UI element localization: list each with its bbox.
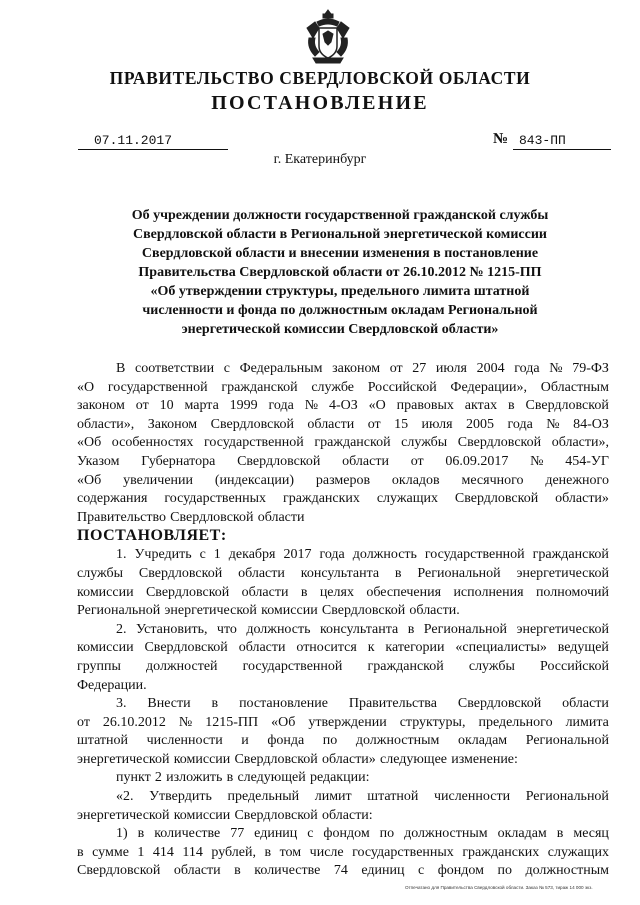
word: соответствии bbox=[134, 361, 215, 376]
body-line bbox=[77, 658, 609, 677]
word: относится bbox=[296, 640, 357, 656]
word: редакции: bbox=[309, 770, 370, 786]
word: области bbox=[238, 565, 285, 581]
word: 79-ФЗ bbox=[572, 361, 609, 376]
word: сумме bbox=[92, 844, 129, 860]
word: от bbox=[367, 416, 381, 432]
body-line bbox=[77, 434, 609, 453]
word: должностным bbox=[525, 863, 609, 879]
word: следующей bbox=[237, 770, 306, 786]
word: Указом bbox=[77, 453, 120, 469]
word: должностей bbox=[146, 658, 218, 674]
body-line bbox=[77, 751, 609, 770]
word: «Об bbox=[77, 472, 102, 488]
word: единиц bbox=[361, 863, 405, 879]
word: области bbox=[173, 863, 221, 879]
word: численности bbox=[433, 789, 511, 805]
word: от bbox=[77, 714, 90, 730]
word: должностным bbox=[404, 826, 488, 842]
word: денежного bbox=[545, 472, 609, 488]
word: Внести bbox=[147, 696, 191, 712]
word: гражданской bbox=[314, 435, 391, 451]
word: консультанта bbox=[319, 621, 399, 637]
word: должность bbox=[352, 547, 417, 563]
word: службы bbox=[77, 565, 124, 581]
word: консультанта bbox=[300, 565, 380, 581]
body-line bbox=[77, 677, 609, 696]
word: 74 bbox=[333, 863, 348, 879]
word: лимита bbox=[565, 714, 609, 730]
document-number: 843-ПП bbox=[513, 133, 611, 150]
word: «Об bbox=[77, 435, 102, 451]
word: 3. bbox=[116, 696, 127, 712]
word: 2 bbox=[154, 770, 162, 786]
word: года bbox=[507, 416, 533, 432]
coat-of-arms-emblem bbox=[303, 8, 353, 66]
word: Свердловской bbox=[234, 807, 318, 823]
body-line bbox=[77, 584, 609, 603]
word: области» bbox=[322, 751, 376, 767]
word: увеличении bbox=[123, 472, 194, 488]
word: 1) bbox=[116, 826, 128, 842]
word: В bbox=[116, 361, 126, 376]
word: энергетической bbox=[164, 603, 257, 619]
body-line bbox=[77, 509, 609, 528]
word: гражданской bbox=[221, 379, 298, 395]
word: в bbox=[264, 844, 272, 860]
word: 2. bbox=[116, 621, 127, 637]
word: области bbox=[241, 584, 289, 600]
word: службы bbox=[468, 658, 515, 674]
word: гражданских bbox=[282, 491, 360, 507]
word: гражданских bbox=[462, 844, 540, 860]
word: государственной bbox=[107, 379, 208, 395]
word: что bbox=[216, 621, 237, 637]
word: Федеральным bbox=[239, 361, 323, 376]
word: 77 bbox=[230, 826, 245, 842]
word: Региональной bbox=[525, 789, 609, 805]
word: области bbox=[562, 696, 609, 712]
word: службы bbox=[401, 435, 448, 451]
body-line bbox=[77, 379, 609, 398]
word: пункт bbox=[116, 770, 151, 786]
word: «О bbox=[77, 379, 95, 395]
word: 10 bbox=[159, 398, 174, 414]
word: гражданской bbox=[532, 547, 609, 563]
title-line: Свердловской области и внесении изменения в постановление bbox=[141, 246, 539, 261]
body-line bbox=[77, 416, 609, 435]
body-line bbox=[77, 397, 609, 416]
word: Свердловской bbox=[210, 416, 294, 432]
word: государственной bbox=[242, 658, 343, 674]
word: по bbox=[497, 863, 512, 879]
word: государственных bbox=[164, 491, 267, 507]
title-line: Правительства Свердловской области от 26.10.2012 № 1215-ПП bbox=[138, 265, 542, 280]
word: области bbox=[307, 416, 355, 432]
word: в bbox=[234, 863, 241, 879]
word: «Об bbox=[271, 714, 296, 730]
word: Свердловской bbox=[145, 584, 230, 600]
word: области bbox=[342, 453, 389, 469]
body-line bbox=[77, 788, 609, 807]
word: по bbox=[322, 733, 338, 749]
word: 114 bbox=[182, 844, 203, 860]
word: 1215-ПП bbox=[205, 714, 259, 730]
word: в bbox=[211, 696, 219, 712]
word: комиссии bbox=[77, 584, 134, 600]
word: рублей, bbox=[211, 844, 256, 860]
word: 454-УГ bbox=[565, 453, 609, 469]
word: комиссии bbox=[173, 807, 231, 823]
body-line bbox=[77, 714, 609, 733]
word: служащих bbox=[376, 491, 438, 507]
word: постановление bbox=[239, 696, 328, 712]
word: Российской bbox=[367, 379, 437, 395]
word: «специалисты» bbox=[455, 640, 547, 656]
word: области: bbox=[322, 807, 373, 823]
word: законом bbox=[332, 361, 381, 376]
word: полномочий bbox=[535, 584, 609, 600]
word: области bbox=[238, 640, 286, 656]
word: № bbox=[549, 361, 563, 376]
word: фондом bbox=[437, 863, 484, 879]
word: 4-ОЗ bbox=[328, 398, 358, 414]
word: 1. bbox=[116, 547, 127, 563]
document-type: ПОСТАНОВЛЕНИЕ bbox=[211, 92, 429, 114]
title-line: Свердловской области в Региональной энергетической комиссии bbox=[133, 227, 547, 242]
word: обеспечения bbox=[366, 584, 442, 600]
word: области», bbox=[551, 435, 609, 451]
body-line bbox=[77, 490, 609, 509]
word: от bbox=[410, 453, 424, 469]
resolution-heading: ПОСТАНОВЛЯЕТ: bbox=[77, 527, 227, 545]
body-line bbox=[77, 844, 609, 863]
word: законом bbox=[77, 398, 125, 414]
word: утверждении bbox=[308, 714, 387, 730]
word: правовых bbox=[396, 398, 454, 414]
word: года bbox=[514, 361, 540, 376]
word: Региональной bbox=[525, 733, 609, 749]
word: служащих bbox=[547, 844, 609, 860]
body-line bbox=[77, 453, 609, 472]
word: Свердловской bbox=[457, 696, 542, 712]
word: области bbox=[257, 509, 305, 525]
word: энергетической bbox=[516, 565, 609, 581]
print-footer: Отпечатано для Правительства Свердловской области. Заказ № 573, тираж 14 000 экз. bbox=[405, 885, 593, 890]
word: единиц bbox=[254, 826, 298, 842]
organization-name: ПРАВИТЕЛЬСТВО СВЕРДЛОВСКОЙ ОБЛАСТИ bbox=[109, 68, 531, 88]
word: с bbox=[199, 547, 206, 563]
word: по bbox=[379, 826, 395, 842]
word: месячного bbox=[461, 472, 524, 488]
word: Федерации», bbox=[450, 379, 528, 395]
word: в bbox=[556, 826, 564, 842]
word: в bbox=[394, 565, 402, 581]
word: с bbox=[223, 361, 230, 376]
word: числе bbox=[309, 844, 344, 860]
word: 27 bbox=[412, 361, 427, 376]
word: 26.10.2012 bbox=[102, 714, 166, 730]
word: от bbox=[389, 361, 403, 376]
word: к bbox=[367, 640, 375, 656]
body-line bbox=[77, 807, 609, 826]
number-sign: № bbox=[493, 131, 509, 147]
body-line bbox=[77, 862, 609, 881]
word: содержания bbox=[77, 491, 148, 507]
word: комиссии bbox=[173, 751, 231, 767]
word: (индексации) bbox=[214, 472, 295, 488]
word: предельного bbox=[478, 714, 553, 730]
word: 15 bbox=[394, 416, 409, 432]
word: категории bbox=[385, 640, 445, 656]
word: изменение: bbox=[451, 751, 518, 767]
word: № bbox=[530, 453, 544, 469]
body-line bbox=[77, 472, 609, 491]
word: Российской bbox=[540, 658, 609, 674]
word: в bbox=[300, 584, 308, 600]
word: окладам bbox=[497, 826, 547, 842]
body-line bbox=[77, 825, 609, 844]
word: энергетической bbox=[77, 807, 170, 823]
word: с bbox=[417, 863, 425, 879]
word: и bbox=[241, 733, 249, 749]
word: Областным bbox=[540, 379, 609, 395]
word: государственной bbox=[424, 547, 525, 563]
word: штатной bbox=[77, 733, 129, 749]
word: № bbox=[546, 416, 560, 432]
body-line bbox=[77, 769, 609, 788]
word: фонда bbox=[267, 733, 305, 749]
word: целях bbox=[319, 584, 354, 600]
word: марта bbox=[184, 398, 219, 414]
word: Правительства bbox=[348, 696, 437, 712]
word: «2. bbox=[116, 789, 134, 805]
word: года bbox=[268, 398, 294, 414]
word: 2004 bbox=[476, 361, 505, 376]
word: 84-ОЗ bbox=[573, 416, 609, 432]
word: Региональной bbox=[77, 603, 161, 619]
word: структуры, bbox=[399, 714, 466, 730]
word: 1 bbox=[213, 547, 221, 563]
word: Свердловской bbox=[138, 565, 223, 581]
body-line bbox=[77, 360, 609, 379]
word: должность bbox=[246, 621, 311, 637]
word: численности bbox=[146, 733, 223, 749]
body-line bbox=[77, 602, 609, 621]
word: должностным bbox=[355, 733, 440, 749]
word: Свердловской bbox=[234, 751, 318, 767]
word: Учредить bbox=[134, 547, 192, 563]
document-body bbox=[77, 360, 609, 881]
word: группы bbox=[77, 658, 121, 674]
body-line bbox=[77, 546, 609, 565]
word: 2017 bbox=[283, 547, 312, 563]
word: области. bbox=[409, 603, 460, 619]
body-line bbox=[77, 621, 609, 640]
word: гражданской bbox=[367, 658, 444, 674]
word: Установить, bbox=[135, 621, 208, 637]
word: размеров bbox=[315, 472, 371, 488]
word: «О bbox=[368, 398, 386, 414]
title-line: «Об утверждении структуры, предельного лимита штатной bbox=[150, 284, 530, 299]
word: Утвердить bbox=[149, 789, 212, 805]
word: июля bbox=[435, 361, 467, 376]
word: Свердловской bbox=[454, 491, 539, 507]
word: Правительство bbox=[77, 509, 166, 525]
word: в bbox=[407, 621, 415, 637]
word: Свердловской bbox=[525, 398, 609, 414]
word: Региональной bbox=[423, 621, 508, 637]
word: 06.09.2017 bbox=[445, 453, 509, 469]
word: государственной bbox=[204, 435, 304, 451]
word: области», bbox=[77, 416, 135, 432]
word: штатной bbox=[367, 789, 419, 805]
word: следующее bbox=[380, 751, 448, 767]
word: комиссии bbox=[261, 603, 318, 619]
word: 1999 bbox=[229, 398, 258, 414]
word: исполнения bbox=[453, 584, 524, 600]
word: Законом bbox=[147, 416, 198, 432]
word: в bbox=[77, 844, 84, 860]
word: 1 bbox=[137, 844, 145, 860]
word: особенностях bbox=[111, 435, 194, 451]
word: Федерации. bbox=[77, 677, 147, 693]
word: № bbox=[304, 398, 319, 414]
word: службе bbox=[311, 379, 354, 395]
word: года bbox=[319, 547, 345, 563]
body-line bbox=[77, 565, 609, 584]
word: предельный bbox=[227, 789, 300, 805]
word: ведущей bbox=[557, 640, 609, 656]
word: Свердловской bbox=[237, 453, 321, 469]
title-line: энергетической комиссии Свердловской области» bbox=[181, 322, 499, 337]
word: от bbox=[135, 398, 149, 414]
word: месяц bbox=[573, 826, 609, 842]
word: количестве bbox=[154, 826, 221, 842]
word: с bbox=[307, 826, 314, 842]
word: окладам bbox=[457, 733, 508, 749]
word: фондом bbox=[323, 826, 370, 842]
word: июля bbox=[421, 416, 453, 432]
word: в bbox=[137, 826, 145, 842]
word: том bbox=[279, 844, 302, 860]
document-title bbox=[100, 206, 580, 339]
word: Региональной bbox=[417, 565, 501, 581]
document-city: г. Екатеринбург bbox=[273, 152, 367, 167]
document-date: 07.11.2017 bbox=[78, 133, 228, 150]
title-line: Об учреждении должности государственной гражданской службы bbox=[131, 208, 549, 223]
body-line bbox=[77, 639, 609, 658]
word: количестве bbox=[254, 863, 321, 879]
word: области» bbox=[555, 491, 609, 507]
word: Свердловской bbox=[77, 863, 161, 879]
word: 414 bbox=[152, 844, 174, 860]
word: лимит bbox=[314, 789, 352, 805]
word: комиссии bbox=[77, 640, 134, 656]
word: Свердловской bbox=[457, 435, 542, 451]
word: Свердловской bbox=[144, 640, 228, 656]
word: энергетической bbox=[516, 621, 609, 637]
body-line bbox=[77, 695, 609, 714]
word: декабря bbox=[228, 547, 276, 563]
word: Свердловской bbox=[321, 603, 406, 619]
word: окладов bbox=[391, 472, 440, 488]
body-line bbox=[77, 732, 609, 751]
word: 2005 bbox=[466, 416, 495, 432]
word: Губернатора bbox=[141, 453, 216, 469]
word: изложить bbox=[166, 770, 223, 786]
word: № bbox=[178, 714, 193, 730]
word: Свердловской bbox=[170, 509, 254, 525]
word: в bbox=[226, 770, 234, 786]
title-line: численности и фонда по должностным окладам Региональной bbox=[142, 303, 538, 318]
word: энергетической bbox=[77, 751, 170, 767]
word: в bbox=[507, 398, 515, 414]
word: актах bbox=[464, 398, 498, 414]
word: государственных bbox=[352, 844, 454, 860]
